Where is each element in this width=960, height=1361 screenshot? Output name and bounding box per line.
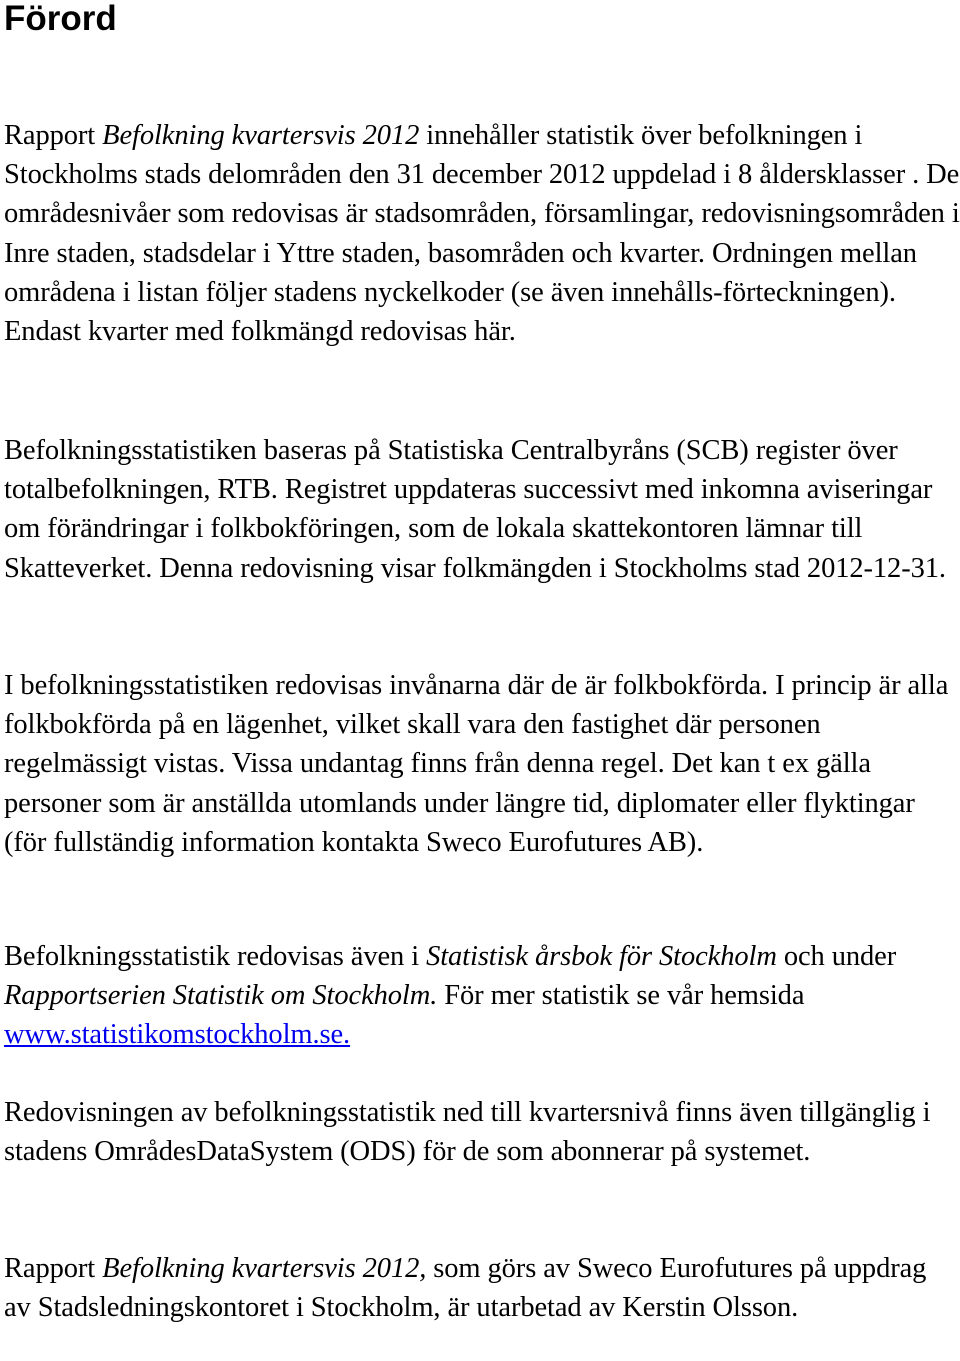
website-link[interactable]: www.statistikomstockholm.se. xyxy=(4,1019,351,1051)
paragraph-author xyxy=(4,1249,960,1327)
paragraph-ods: Redovisningen av befolkningsstatistik ned till kvartersnivå finns även tillgänglig i stadens OmrådesDataSystem (ODS) för de som abonnerar på systemet. xyxy=(4,1097,931,1168)
text-run: Befolkningsstatistik redovisas även i xyxy=(4,941,427,972)
text-run: innehåller statistik över befolkningen i Stockholms stads delområden den 31 december 2012 uppdelad i 8 åldersklasser . De områdesnivåer som redovisas är stadsområden, församlingar, redovisningsområden i Inre staden, stadsdelar i Yttre staden, basområden och kvarter. Ordningen mellan områdena i listan följer stadens nyckelkoder (se även innehålls-förteckningen). Endast kvarter med folkmängd redovisas här. xyxy=(4,120,960,348)
text-run: som görs av Sweco Eurofutures på uppdrag av Stadsledningskontoret i Stockholm, är utarbetad av Kerstin Olsson. xyxy=(4,1253,927,1324)
report-series-italic: Rapportserien Statistik om Stockholm. xyxy=(4,980,438,1012)
page-title: Förord xyxy=(4,0,117,38)
report-title-italic: Befolkning kvartersvis 2012 xyxy=(102,120,420,151)
paragraph-registration: I befolkningsstatistiken redovisas invånarna där de är folkbokförda. I princip är alla folkbokförda på en lägenhet, vilket skall vara den fastighet där personen regelmässigt vistas. Vissa undantag finns från denna regel. Det kan t ex gälla personer som är anställda utomlands under längre tid, diplomater eller flyktingar (för fullständig information kontakta Sweco Eurofutures AB). xyxy=(4,670,949,858)
paragraph-report-intro xyxy=(4,116,960,351)
report-title-italic: Befolkning kvartersvis 2012, xyxy=(102,1253,427,1284)
yearbook-title-italic: Statistisk årsbok för Stockholm xyxy=(426,941,777,972)
paragraph-further-statistics xyxy=(4,937,960,1055)
text-run: och under xyxy=(776,941,897,972)
text-run: Rapport xyxy=(4,1253,103,1284)
paragraph-data-source: Befolkningsstatistiken baseras på Statistiska Centralbyråns (SCB) register över totalbefolkningen, RTB. Registret uppdateras successivt med inkomna aviseringar om förändringar i folkbokföringen, som de lokala skattekontoren lämnar till Skatteverket. Denna redovisning visar folkmängden i Stockholms stad 2012-12-31. xyxy=(4,435,946,584)
text-run: För mer statistik se vår hemsida xyxy=(437,980,805,1012)
text-run: Rapport xyxy=(4,120,103,151)
